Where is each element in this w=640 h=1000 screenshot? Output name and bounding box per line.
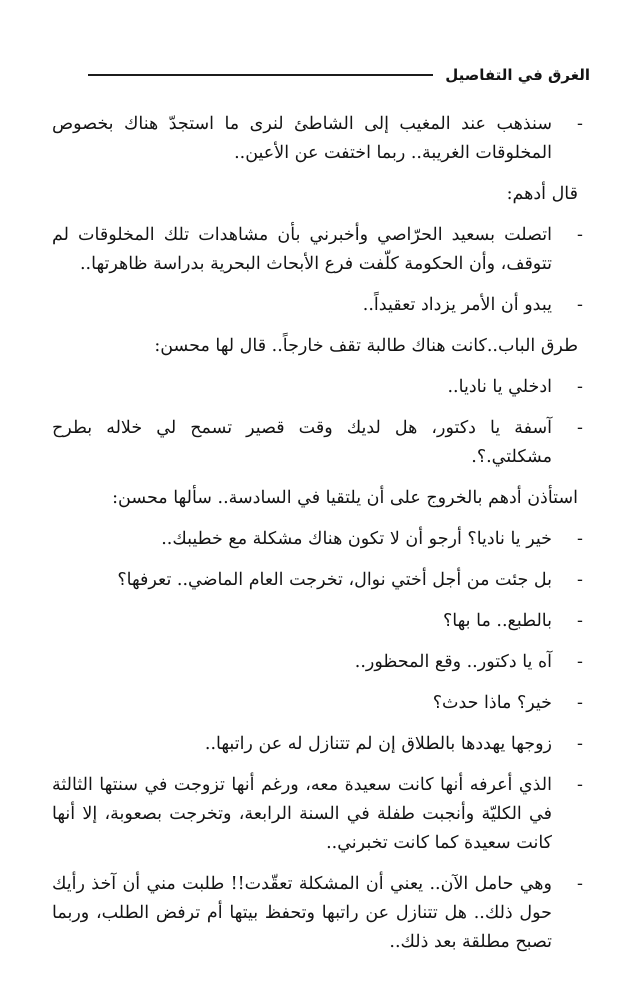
- narration-paragraph: [52, 484, 590, 513]
- dialogue-dash: -: [577, 775, 583, 795]
- dialogue-paragraph: [52, 110, 590, 168]
- dialogue-paragraph: [52, 566, 590, 595]
- dialogue-paragraph: [52, 221, 590, 279]
- paragraph-text: طرق الباب..كانت هناك طالبة تقف خارجاً.. قال لها محسن:: [154, 336, 578, 356]
- dialogue-dash: -: [577, 295, 583, 315]
- paragraph-text: بالطبع.. ما بها؟: [443, 611, 552, 631]
- paragraph-text: اتصلت بسعيد الحرّاصي وأخبرني بأن مشاهدات تلك المخلوقات لم تتوقف، وأن الحكومة كلّفت فرع الأبحاث البحرية بدراسة ظاهرتها..: [52, 225, 552, 274]
- running-header: [88, 62, 590, 88]
- dialogue-paragraph: [52, 730, 590, 759]
- narration-paragraph: [52, 180, 590, 209]
- dialogue-dash: -: [577, 570, 583, 590]
- paragraph-text: سنذهب عند المغيب إلى الشاطئ لنرى ما استجدّ هناك بخصوص المخلوقات الغريبة.. ربما اختفت عن الأعين..: [52, 114, 552, 163]
- dialogue-paragraph: [52, 525, 590, 554]
- dialogue-dash: -: [577, 114, 583, 134]
- dialogue-dash: -: [577, 874, 583, 894]
- dialogue-paragraph: [52, 648, 590, 677]
- dialogue-paragraph: [52, 771, 590, 858]
- paragraph-text: آسفة يا دكتور، هل لديك وقت قصير تسمح لي خلاله بطرح مشكلتي.؟.: [52, 418, 552, 467]
- dialogue-dash: -: [577, 693, 583, 713]
- paragraph-text: خير يا ناديا؟ أرجو أن لا تكون هناك مشكلة مع خطيبك..: [161, 529, 552, 549]
- dialogue-dash: -: [577, 418, 583, 438]
- paragraph-text: ادخلي يا ناديا..: [447, 377, 552, 397]
- dialogue-dash: -: [577, 611, 583, 631]
- chapter-title: الغرق في التفاصيل: [445, 66, 590, 84]
- dialogue-paragraph: [52, 414, 590, 472]
- dialogue-paragraph: [52, 870, 590, 957]
- dialogue-dash: -: [577, 225, 583, 245]
- paragraph-text: آه يا دكتور.. وقع المحظور..: [354, 652, 552, 672]
- header-divider: [88, 74, 433, 76]
- dialogue-paragraph: [52, 373, 590, 402]
- dialogue-dash: -: [577, 377, 583, 397]
- paragraph-text: خير؟ ماذا حدث؟: [432, 693, 552, 713]
- paragraph-text: الذي أعرفه أنها كانت سعيدة معه، ورغم أنها تزوجت في سنتها الثالثة في الكليّة وأنجبت طفلة في السنة الرابعة، وتخرجت بصعوبة، إلا أنها كانت سعيدة كما كانت تخبرني..: [52, 775, 552, 853]
- paragraph-text: استأذن أدهم بالخروج على أن يلتقيا في السادسة.. سألها محسن:: [112, 488, 578, 508]
- dialogue-dash: -: [577, 734, 583, 754]
- narration-paragraph: [52, 332, 590, 361]
- dialogue-dash: -: [577, 652, 583, 672]
- dialogue-paragraph: [52, 689, 590, 718]
- paragraph-text: يبدو أن الأمر يزداد تعقيداً..: [362, 295, 552, 315]
- dialogue-paragraph: [52, 607, 590, 636]
- paragraph-text: قال أدهم:: [506, 184, 578, 204]
- dialogue-dash: -: [577, 529, 583, 549]
- page-body: [52, 110, 590, 969]
- paragraph-text: زوجها يهددها بالطلاق إن لم تتنازل له عن راتبها..: [204, 734, 552, 754]
- dialogue-paragraph: [52, 291, 590, 320]
- paragraph-text: بل جئت من أجل أختي نوال، تخرجت العام الماضي.. تعرفها؟: [117, 570, 552, 590]
- paragraph-text: وهي حامل الآن.. يعني أن المشكلة تعقّدت!! طلبت مني أن آخذ رأيك حول ذلك.. هل تتنازل عن راتبها وتحفظ بيتها أم ترفض الطلب، وربما تصبح مطلقة بعد ذلك..: [52, 874, 552, 952]
